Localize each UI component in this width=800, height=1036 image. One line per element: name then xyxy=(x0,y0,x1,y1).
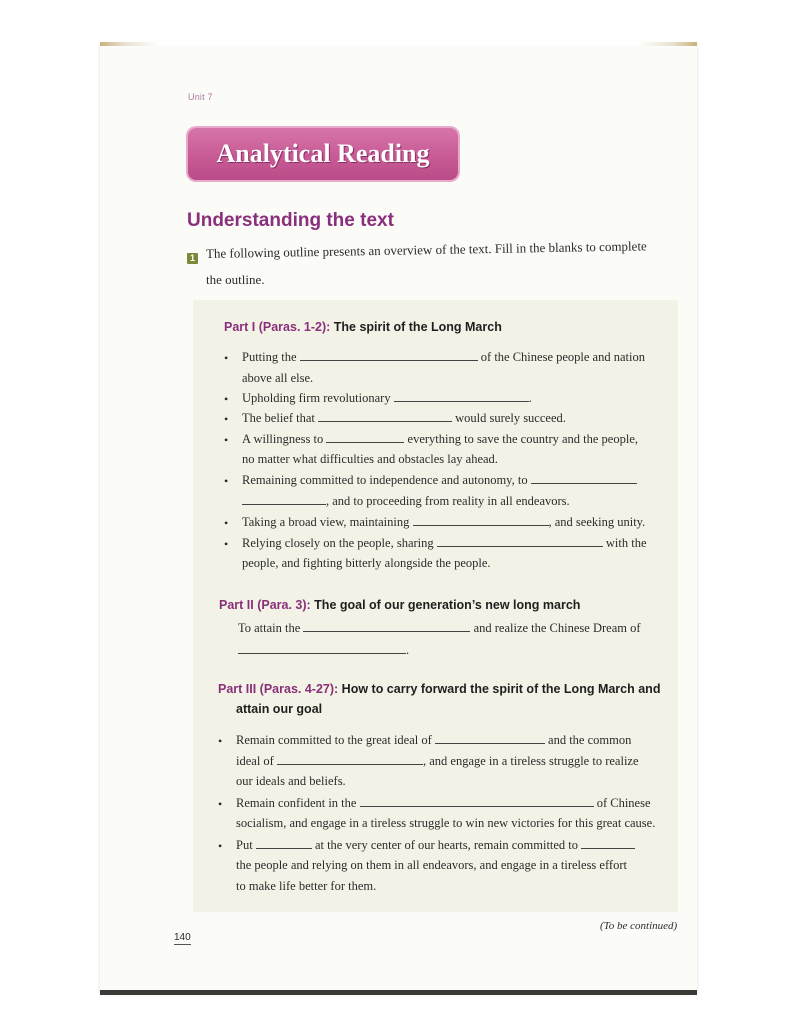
fill-blank[interactable] xyxy=(326,431,404,443)
list-item: Remaining committed to independence and autonomy, to xyxy=(242,472,637,488)
section-banner xyxy=(188,128,458,180)
bullet: • xyxy=(224,392,229,406)
list-item-cont: people, and fighting bitterly alongside the people. xyxy=(242,556,491,570)
fill-blank[interactable] xyxy=(238,642,406,654)
bullet: • xyxy=(218,734,223,748)
list-item-cont: to make life better for them. xyxy=(236,879,377,893)
fill-blank[interactable] xyxy=(242,493,326,505)
continued-note: (To be continued) xyxy=(600,920,678,932)
page-top-edge xyxy=(100,42,697,46)
bullet: • xyxy=(224,412,229,426)
fill-blank[interactable] xyxy=(318,410,452,422)
list-item: The belief that would surely succeed. xyxy=(242,411,566,425)
fill-blank[interactable] xyxy=(360,795,594,807)
part3-heading xyxy=(218,682,660,696)
fill-blank[interactable] xyxy=(303,620,470,632)
bullet: • xyxy=(224,516,229,530)
list-item-cont: above all else. xyxy=(242,371,314,385)
bullet: • xyxy=(224,433,229,447)
list-item: Put at the very center of our hearts, remain committed to xyxy=(236,837,635,853)
list-item: Taking a broad view, maintaining , and seeking unity. xyxy=(242,515,646,529)
list-item-cont: no matter what difficulties and obstacles lay ahead. xyxy=(242,452,498,466)
list-item: Remain committed to the great ideal of and the common xyxy=(236,733,632,747)
list-item-cont: , and to proceeding from reality in all endeavors. xyxy=(242,493,570,509)
question-text-line1: The following outline presents an overview of the text. Fill in the blanks to complete xyxy=(205,238,647,261)
bullet: • xyxy=(224,537,229,551)
part2-title: The goal of our generation’s new long march xyxy=(310,598,581,612)
fill-blank[interactable] xyxy=(531,472,637,484)
part2-line2: . xyxy=(238,642,409,658)
fill-blank[interactable] xyxy=(394,390,529,402)
fill-blank[interactable] xyxy=(435,732,545,744)
section-heading: Understanding the text xyxy=(187,210,394,231)
list-item-cont: the people and relying on them in all endeavors, and engage in a tireless effort xyxy=(236,858,627,872)
part3-title: How to carry forward the spirit of the Long March and xyxy=(338,682,661,696)
bullet: • xyxy=(224,351,229,365)
part1-heading xyxy=(224,320,502,334)
bullet: • xyxy=(224,474,229,488)
part2-label: Part II (Para. 3): xyxy=(219,598,311,612)
list-item-cont: our ideals and beliefs. xyxy=(236,774,346,788)
unit-label: Unit 7 xyxy=(188,92,213,102)
question-number-icon: 1 xyxy=(187,253,198,264)
part3-label: Part III (Paras. 4-27): xyxy=(218,682,339,696)
fill-blank[interactable] xyxy=(581,837,635,849)
page-number: 140 xyxy=(174,932,191,943)
list-item: A willingness to everything to save the country and the people, xyxy=(242,432,638,446)
banner-title: Analytical Reading xyxy=(216,139,430,168)
list-item-cont: socialism, and engage in a tireless struggle to win new victories for this great cause. xyxy=(236,816,656,830)
part1-title: The spirit of the Long March xyxy=(330,320,502,334)
fill-blank[interactable] xyxy=(256,837,312,849)
part1-label: Part I (Paras. 1-2): xyxy=(224,320,331,334)
part2-line1: To attain the and realize the Chinese Dream of xyxy=(238,621,641,635)
question-text-line2: the outline. xyxy=(206,272,265,287)
bullet: • xyxy=(218,839,223,853)
part3-title-line2: attain our goal xyxy=(236,702,323,716)
list-item: Remain confident in the of Chinese xyxy=(236,796,651,810)
list-item: Putting the of the Chinese people and nation xyxy=(242,350,645,364)
list-item: Upholding firm revolutionary . xyxy=(242,391,532,405)
list-item: Relying closely on the people, sharing with the xyxy=(242,536,647,550)
list-item-cont: ideal of , and engage in a tireless struggle to realize xyxy=(236,754,639,768)
page-bottom-edge xyxy=(100,990,697,995)
fill-blank[interactable] xyxy=(300,349,478,361)
fill-blank[interactable] xyxy=(413,514,549,526)
fill-blank[interactable] xyxy=(277,753,423,765)
bullet: • xyxy=(218,797,223,811)
part2-heading xyxy=(219,598,580,612)
fill-blank[interactable] xyxy=(437,535,603,547)
